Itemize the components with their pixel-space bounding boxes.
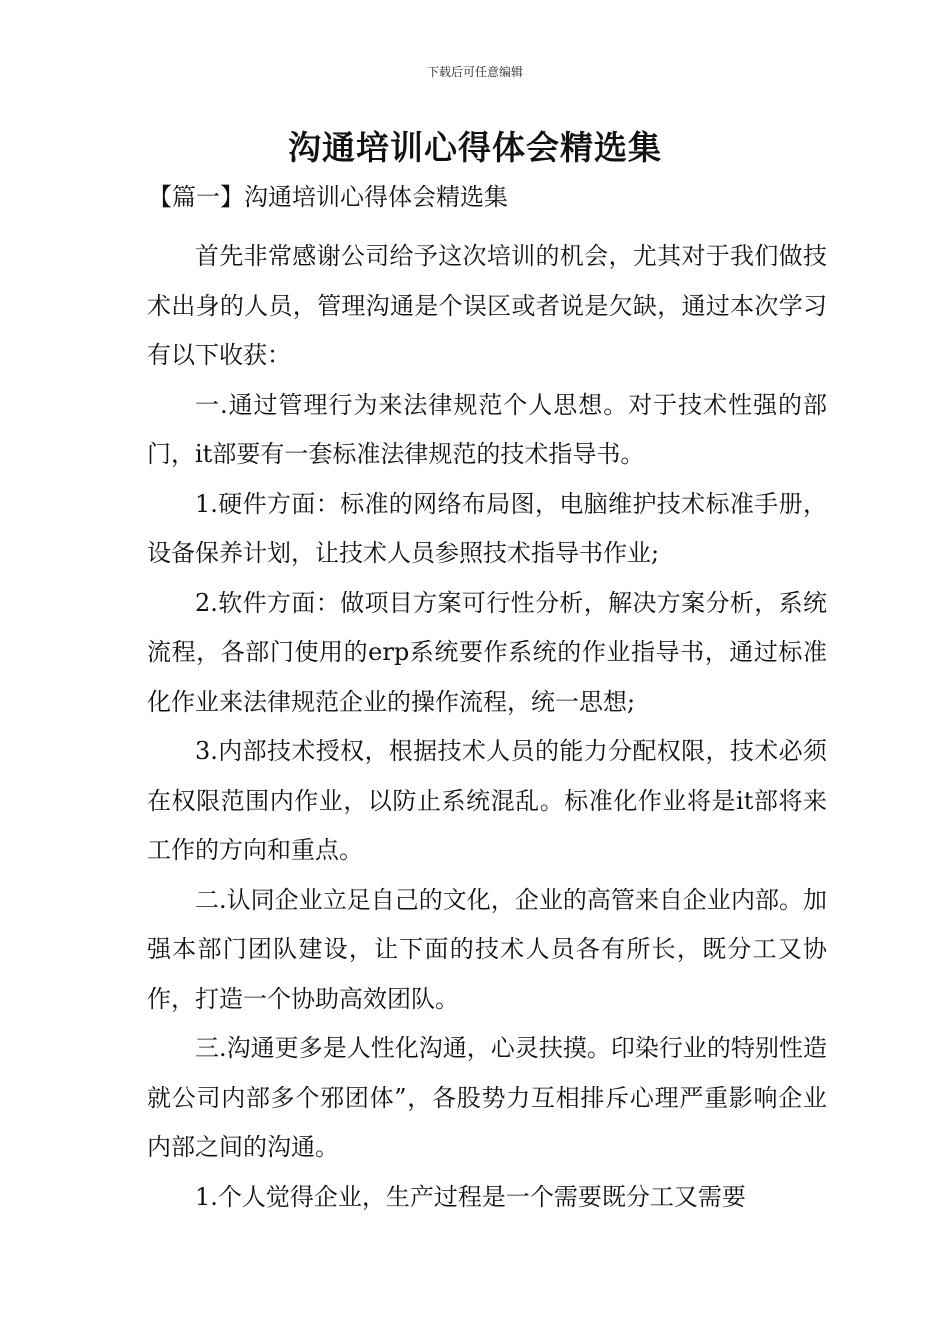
paragraph-point-three-one: 1.个人觉得企业，生产过程是一个需要既分工又需要 bbox=[195, 1182, 746, 1211]
paragraph-intro: 首先非常感谢公司给予这次培训的机会，尤其对于我们做技术出身的人员，管理沟通是个误区或者说是欠缺，通过本次学习有以下收获： bbox=[147, 242, 827, 369]
paragraph-point-one: 一.通过管理行为来法律规范个人思想。对于技术性强的部门，it部要有一套标准法律规范的技术指导书。 bbox=[147, 390, 827, 468]
section-heading: 【篇一】沟通培训心得体会精选集 bbox=[148, 183, 508, 211]
page-header: 下载后可任意编辑 bbox=[426, 65, 523, 79]
paragraph-authorization: 3.内部技术授权，根据技术人员的能力分配权限，技术必须在权限范围内作业，以防止系统混乱。标准化作业将是it部将来工作的方向和重点。 bbox=[147, 737, 827, 864]
paragraph-software: 2.软件方面：做项目方案可行性分析，解决方案分析，系统流程，各部门使用的erp系统要作系统的作业指导书，通过标准化作业来法律规范企业的操作流程，统一思想; bbox=[147, 588, 827, 716]
paragraph-point-three: 三.沟通更多是人性化沟通，心灵扶摸。印染行业的特别性造就公司内部多个邪团体”，各股势力互相排斥心理严重影响企业内部之间的沟通。 bbox=[147, 1034, 827, 1161]
paragraph-point-two: 二.认同企业立足自己的文化，企业的高管来自企业内部。加强本部门团队建设，让下面的技术人员各有所长，既分工又协作，打造一个协助高效团队。 bbox=[147, 885, 827, 1013]
document-body bbox=[147, 232, 827, 1222]
paragraph-hardware: 1.硬件方面：标准的网络布局图，电脑维护技术标准手册，设备保养计划，让技术人员参照技术指导书作业; bbox=[147, 489, 827, 567]
document-title: 沟通培训心得体会精选集 bbox=[288, 128, 662, 167]
